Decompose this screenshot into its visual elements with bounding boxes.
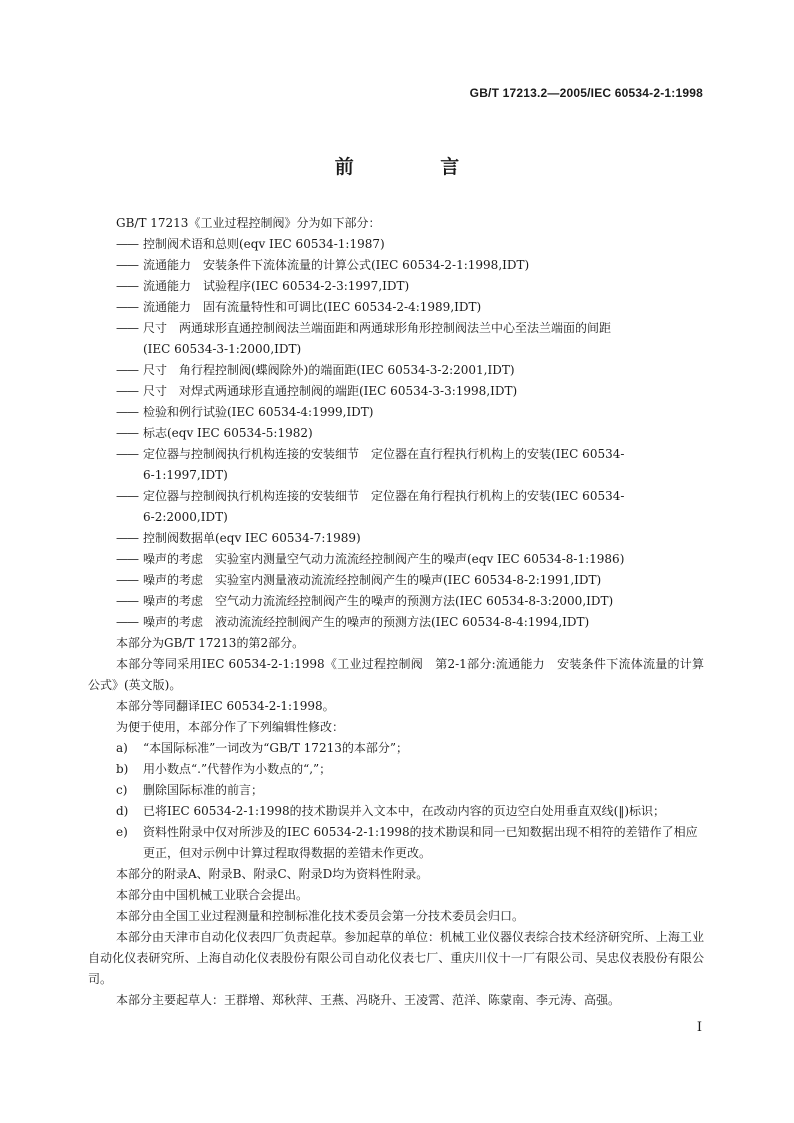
edits-list [88,738,704,864]
edit-text: 用小数点“.”代替作为小数点的“,”； [143,762,332,776]
dash-mark: —— [116,258,138,272]
part-title: 噪声的考虑 空气动力流流经控制阀产生的噪声的预测方法(IEC 60534-8-3:2000,IDT) [143,594,614,608]
part-title: 尺寸 两通球形直通控制阀法兰端面距和两通球形角形控制阀法兰中心至法兰端面的间距 [143,321,612,335]
dash-mark: —— [116,321,138,335]
part-list-item [88,444,704,486]
edit-marker: a) [116,741,128,755]
part-title: 流通能力 试验程序(IEC 60534-2-3:1997,IDT) [143,279,410,293]
dash-mark: —— [116,384,138,398]
part-title: 尺寸 对焊式两通球形直通控制阀的端距(IEC 60534-3-3:1998,IDT) [143,384,518,398]
edit-list-item [88,801,704,822]
dash-mark: —— [116,405,138,419]
dash-mark: —— [116,279,138,293]
paragraph-translation: 本部分等同翻译IEC 60534-2-1:1998。 [116,699,335,713]
paragraph-committee: 本部分由全国工业过程测量和控制标准化技术委员会第一分技术委员会归口。 [116,909,525,923]
dash-mark: —— [116,363,138,377]
part-list-item [88,549,704,570]
dash-mark: —— [116,594,138,608]
preface-body [88,213,704,1011]
paragraph-edits-intro: 为便于使用，本部分作了下列编辑性修改： [116,720,345,734]
part-title: 标志(eqv IEC 60534-5:1982) [143,426,313,440]
intro-paragraph: GB/T 17213《工业过程控制阀》分为如下部分： [116,216,381,230]
edit-text: 资料性附录中仅对所涉及的IEC 60534-2-1:1998的技术勘误和同一已知数据出现不相符的差错作了相应更正，但对示例中计算过程取得数据的差错未作更改。 [143,825,698,860]
edit-text: 删除国际标准的前言； [143,783,264,797]
edit-marker: d) [116,804,129,818]
dash-mark: —— [116,300,138,314]
paragraph-part-number: 本部分为GB/T 17213的第2部分。 [116,636,305,650]
part-title: 控制阀术语和总则(eqv IEC 60534-1:1987) [143,237,385,251]
dash-mark: —— [116,426,138,440]
standard-code: GB/T 17213.2—2005/IEC 60534-2-1:1998 [469,86,703,100]
edit-list-item [88,822,704,864]
part-list-item [88,570,704,591]
dash-mark: —— [116,615,138,629]
dash-mark: —— [116,237,138,251]
edit-text: 已将IEC 60534-2-1:1998的技术勘误并入文本中，在改动内容的页边空白处用垂直双线(‖)标识； [143,804,665,818]
part-title-continued: (IEC 60534-3-1:2000,IDT) [143,342,302,356]
paragraph-drafters: 本部分主要起草人：王群增、郑秋萍、王燕、冯晓升、王凌霄、范洋、陈蒙南、李元涛、高强。 [116,993,621,1007]
part-list-item [88,276,704,297]
parts-list [88,234,704,633]
part-title: 定位器与控制阀执行机构连接的安装细节 定位器在直行程执行机构上的安装(IEC 60534- [143,447,625,461]
part-list-item [88,381,704,402]
part-list-item [88,360,704,381]
part-title: 流通能力 固有流量特性和可调比(IEC 60534-2-4:1989,IDT) [143,300,482,314]
page-number: I [696,1020,702,1035]
paragraph-annexes: 本部分的附录A、附录B、附录C、附录D均为资料性附录。 [116,867,429,881]
part-title: 尺寸 角行程控制阀(蝶阀除外)的端面距(IEC 60534-3-2:2001,IDT) [143,363,515,377]
paragraph-drafting-units: 本部分由天津市自动化仪表四厂负责起草。参加起草的单位：机械工业仪器仪表综合技术经济研究所、上海工业自动化仪表研究所、上海自动化仪表股份有限公司自动化仪表七厂、重庆川仪十一厂有限公司、吴忠仪表股份有限公司。 [88,930,705,986]
part-list-item [88,318,704,360]
part-title: 噪声的考虑 液动流流经控制阀产生的噪声的预测方法(IEC 60534-8-4:1994,IDT) [143,615,590,629]
edit-text: “本国际标准”一词改为“GB/T 17213的本部分”； [143,741,408,755]
part-list-item [88,612,704,633]
part-title: 流通能力 安装条件下流体流量的计算公式(IEC 60534-2-1:1998,IDT) [143,258,530,272]
part-title: 定位器与控制阀执行机构连接的安装细节 定位器在角行程执行机构上的安装(IEC 60534- [143,489,625,503]
edit-list-item [88,759,704,780]
part-title-continued: 6-2:2000,IDT) [143,510,228,524]
part-title: 噪声的考虑 实验室内测量液动流流经控制阀产生的噪声(IEC 60534-8-2:1991,IDT) [143,573,602,587]
dash-mark: —— [116,552,138,566]
dash-mark: —— [116,573,138,587]
page-title: 前 言 [334,156,500,178]
paragraph-adoption: 本部分等同采用IEC 60534-2-1:1998《工业过程控制阀 第2-1部分:流通能力 安装条件下流体流量的计算公式》(英文版)。 [88,657,704,692]
part-list-item [88,486,704,528]
edit-list-item [88,780,704,801]
part-title: 噪声的考虑 实验室内测量空气动力流流经控制阀产生的噪声(eqv IEC 60534-8-1:1986) [143,552,625,566]
part-list-item [88,297,704,318]
part-list-item [88,423,704,444]
edit-marker: e) [116,825,128,839]
dash-mark: —— [116,447,138,461]
part-list-item [88,528,704,549]
part-list-item [88,402,704,423]
edit-marker: b) [116,762,129,776]
part-title-continued: 6-1:1997,IDT) [143,468,228,482]
paragraph-proposer: 本部分由中国机械工业联合会提出。 [116,888,309,902]
part-list-item [88,591,704,612]
part-title: 检验和例行试验(IEC 60534-4:1999,IDT) [143,405,374,419]
part-list-item [88,255,704,276]
dash-mark: —— [116,489,138,503]
dash-mark: —— [116,531,138,545]
edit-marker: c) [116,783,128,797]
part-list-item [88,234,704,255]
part-title: 控制阀数据单(eqv IEC 60534-7:1989) [143,531,361,545]
edit-list-item [88,738,704,759]
